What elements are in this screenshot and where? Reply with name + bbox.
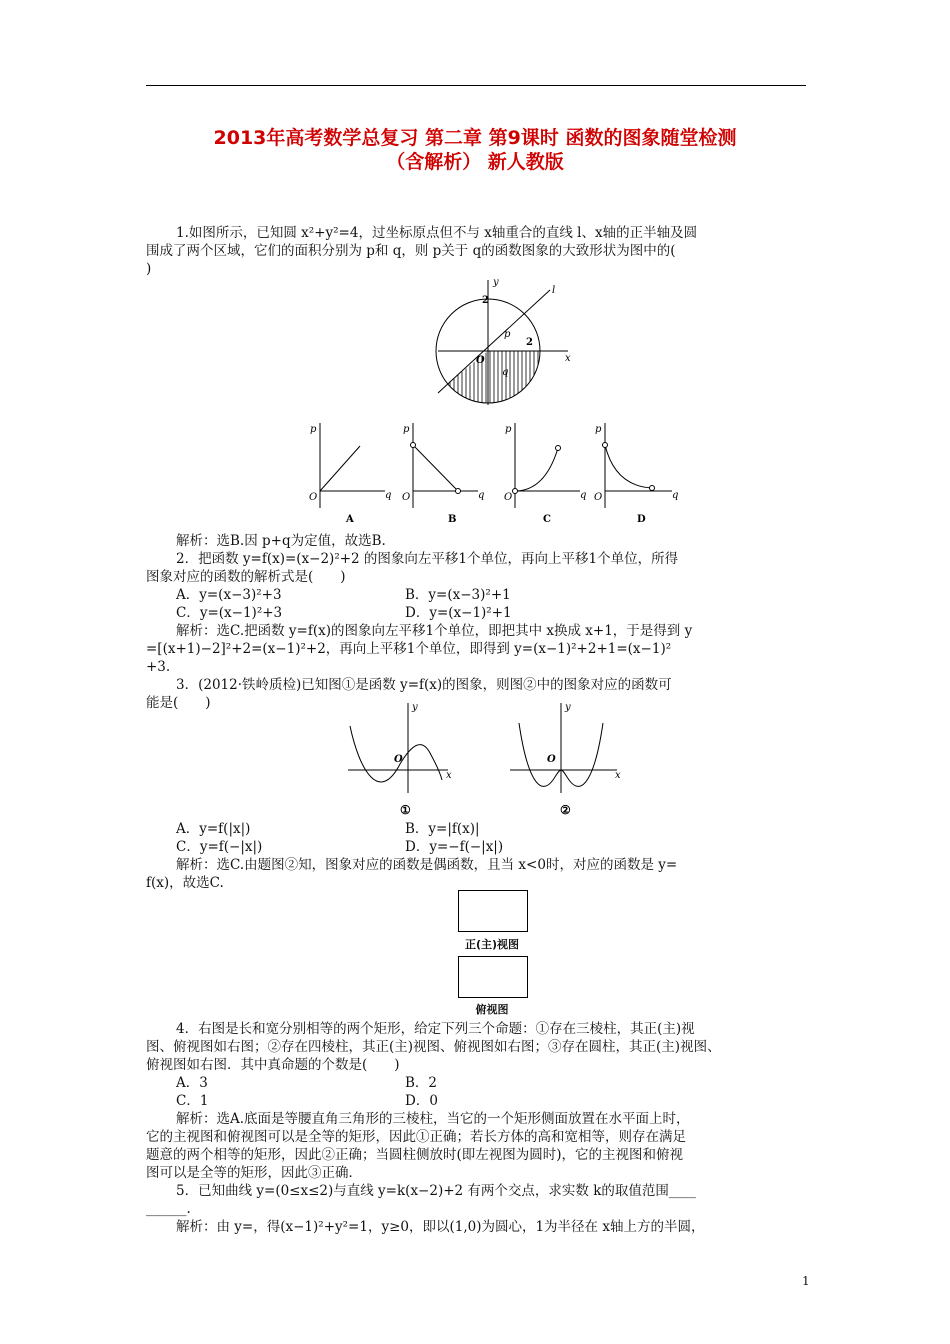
text-line: 题意的两个相等的矩形，因此②正确；当圆柱侧放时(即左视图为圆时)，它的主视图和俯视 bbox=[146, 1147, 684, 1163]
option-c: C．1 bbox=[176, 1093, 209, 1109]
text-line: 解析：选C.把函数 y=f(x)的图象向左平移1个单位，即把其中 x换成 x+1，于是得到 y bbox=[176, 623, 693, 639]
text-line: ______. bbox=[146, 1201, 191, 1217]
text-line: 解析：选A.底面是等腰直角三角形的三棱柱，当它的一个矩形侧面放置在水平面上时， bbox=[176, 1111, 690, 1127]
page-number: 1 bbox=[802, 1274, 810, 1288]
fig1-y-label: y bbox=[493, 277, 499, 288]
graph-a-q: q bbox=[385, 490, 392, 501]
text-line: 解析：选C.由题图②知，图象对应的函数是偶函数，且当 x<0时，对应的函数是 y= bbox=[176, 857, 678, 873]
fig1-two-a: 2 bbox=[482, 295, 489, 306]
fig1-x-label: x bbox=[565, 353, 571, 364]
text-line: 图、俯视图如右图；②存在四棱柱，其正(主)视图、俯视图如右图；③存在圆柱，其正(主)视图、 bbox=[146, 1039, 721, 1055]
text-line: 俯视图如右图．其中真命题的个数是( ) bbox=[146, 1057, 400, 1073]
text-line: 2．把函数 y=f(x)=(x−2)²+2 的图象向左平移1个单位，再向上平移1个单位，所得 bbox=[176, 551, 679, 567]
text-line: 5．已知曲线 y=(0≤x≤2)与直线 y=k(x−2)+2 有两个交点，求实数 k的取值范围____ bbox=[176, 1183, 696, 1199]
text-line: ) bbox=[146, 261, 152, 277]
fig1-origin: O bbox=[476, 355, 485, 366]
front-view-label: 正(主)视图 bbox=[464, 938, 520, 951]
graph-c-p: p bbox=[505, 424, 512, 435]
top-view-rect bbox=[458, 956, 528, 998]
figure-2-even bbox=[505, 698, 625, 820]
graph-a-p: p bbox=[310, 424, 317, 435]
graph-b bbox=[398, 418, 488, 530]
text-line: 图象对应的函数的解析式是( ) bbox=[146, 569, 346, 585]
option-a: A．y=(x−3)²+3 bbox=[176, 587, 282, 603]
graph-c-origin: O bbox=[504, 492, 513, 503]
text-line: 围成了两个区域，它们的面积分别为 p和 q，则 p关于 q的函数图象的大致形状为图中的( bbox=[146, 243, 676, 259]
text-line: 解析：选B.因 p+q为定值，故选B. bbox=[176, 533, 386, 549]
text-line: +3. bbox=[146, 659, 171, 675]
text-line: 图可以是全等的矩形，因此③正确． bbox=[146, 1165, 362, 1181]
option-c: C．y=f(−|x|) bbox=[176, 839, 263, 855]
front-view-rect bbox=[458, 890, 528, 932]
text-line: 它的主视图和俯视图可以是全等的矩形，因此①正确；若长方体的高和宽相等，则存在满足 bbox=[146, 1129, 686, 1145]
option-b: B．y=(x−3)²+1 bbox=[405, 587, 511, 603]
title-line-2: （含解析） 新人教版 bbox=[386, 151, 564, 173]
fig3a-label: ① bbox=[400, 803, 411, 817]
fig3a-y: y bbox=[412, 702, 418, 713]
fig1-q-label: q bbox=[502, 367, 509, 378]
option-a: A．y=f(|x|) bbox=[176, 821, 251, 837]
fig3a-origin: O bbox=[394, 754, 403, 765]
graph-b-origin: O bbox=[402, 492, 411, 503]
title-line-1: 2013年高考数学总复习 第二章 第9课时 函数的图象随堂检测 bbox=[213, 127, 737, 149]
text-line: f(x)，故选C. bbox=[146, 875, 224, 891]
graph-d-label: D bbox=[637, 514, 646, 525]
option-d: D．y=−f(−|x|) bbox=[405, 839, 504, 855]
graph-c-q: q bbox=[580, 490, 587, 501]
text-line: 1.如图所示，已知圆 x²+y²=4，过坐标原点但不与 x轴重合的直线 l、x轴的正半轴及圆 bbox=[176, 225, 698, 241]
graph-a-origin: O bbox=[309, 492, 318, 503]
graph-c-label: C bbox=[543, 514, 551, 525]
option-b: B．2 bbox=[405, 1075, 438, 1091]
figure-1-cubic bbox=[340, 698, 460, 820]
top-view-label: 俯视图 bbox=[475, 1003, 509, 1016]
text-line: 4．右图是长和宽分别相等的两个矩形，给定下列三个命题：①存在三棱柱，其正(主)视 bbox=[176, 1021, 695, 1037]
option-c: C．y=(x−1)²+3 bbox=[176, 605, 283, 621]
fig1-l-label: l bbox=[552, 285, 556, 296]
fig3b-y: y bbox=[565, 702, 571, 713]
fig3b-x: x bbox=[615, 770, 621, 781]
text-line: 解析：由 y=，得(x−1)²+y²=1，y≥0，即以(1,0)为圆心，1为半径在 x轴上方的半圆， bbox=[176, 1219, 705, 1235]
graph-d-q: q bbox=[672, 490, 679, 501]
graph-d bbox=[590, 418, 682, 530]
fig3b-label: ② bbox=[560, 803, 571, 817]
header-rule bbox=[146, 85, 806, 86]
fig1-two-b: 2 bbox=[526, 337, 533, 348]
option-b: B．y=|f(x)| bbox=[405, 821, 480, 837]
text-line: 能是( ) bbox=[146, 695, 211, 711]
option-d: D．0 bbox=[405, 1093, 438, 1109]
text-line: 3．(2012·铁岭质检)已知图①是函数 y=f(x)的图象，则图②中的图象对应的函数可 bbox=[176, 677, 672, 693]
graph-d-origin: O bbox=[594, 492, 603, 503]
region-q bbox=[438, 351, 540, 415]
fig3b-origin: O bbox=[547, 754, 556, 765]
circle-figure bbox=[420, 275, 580, 415]
option-d: D．y=(x−1)²+1 bbox=[405, 605, 512, 621]
fig1-p-label: p bbox=[504, 329, 511, 340]
graph-b-q: q bbox=[478, 490, 485, 501]
graph-a-label: A bbox=[346, 514, 354, 525]
option-a: A．3 bbox=[176, 1075, 208, 1091]
graph-c bbox=[500, 418, 590, 530]
graph-a bbox=[305, 418, 395, 530]
graph-d-p: p bbox=[595, 424, 602, 435]
graph-b-label: B bbox=[448, 514, 457, 525]
fig3a-x: x bbox=[446, 770, 452, 781]
text-line: =[(x+1)−2]²+2=(x−1)²+2，再向上平移1个单位，即得到 y=(x−1)²+2+1=(x−1)² bbox=[146, 641, 672, 657]
graph-b-p: p bbox=[403, 424, 410, 435]
